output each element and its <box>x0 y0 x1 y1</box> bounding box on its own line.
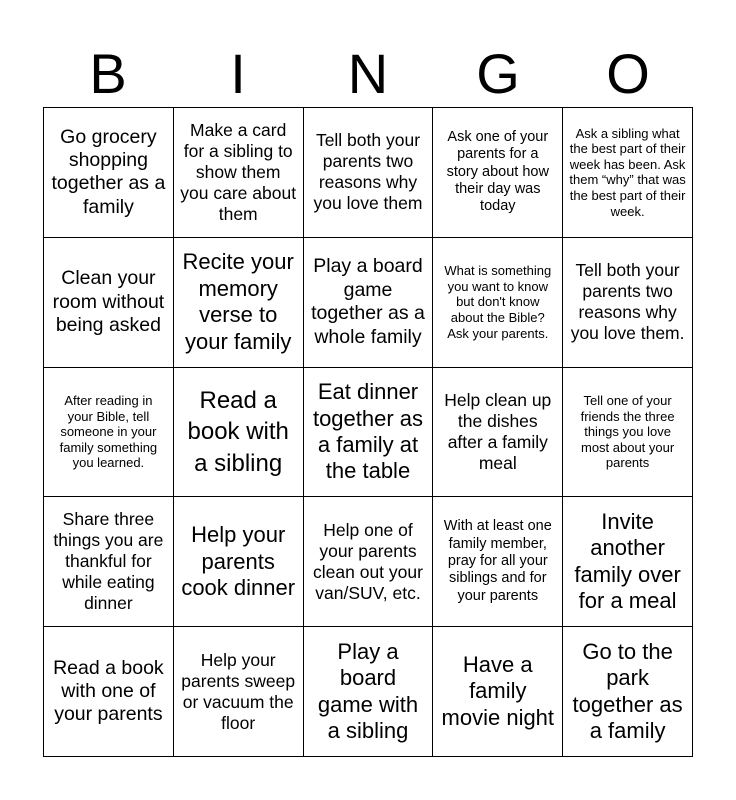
header-letter-n: N <box>347 42 389 105</box>
bingo-cell: Ask a sibling what the best part of their week has been. Ask them “why” that was the best part of their week. <box>563 108 693 238</box>
bingo-cell: Go to the park together as a family <box>563 627 693 757</box>
bingo-cell: Recite your memory verse to your family <box>174 238 304 368</box>
header-letter-i: I <box>230 42 246 105</box>
bingo-cell: Clean your room without being asked <box>44 238 174 368</box>
bingo-cell: Ask one of your parents for a story about how their day was today <box>433 108 563 238</box>
header-letter-g: G <box>476 42 520 105</box>
bingo-cell: Tell both your parents two reasons why you love them <box>304 108 434 238</box>
bingo-cell: Eat dinner together as a family at the table <box>304 368 434 498</box>
bingo-cell: Invite another family over for a meal <box>563 497 693 627</box>
header-letter-o: O <box>606 42 650 105</box>
bingo-cell: Help clean up the dishes after a family meal <box>433 368 563 498</box>
bingo-cell: Tell both your parents two reasons why you love them. <box>563 238 693 368</box>
bingo-cell: Have a family movie night <box>433 627 563 757</box>
bingo-grid <box>43 107 693 757</box>
bingo-cell: Help your parents cook dinner <box>174 497 304 627</box>
bingo-cell: Read a book with a sibling <box>174 368 304 498</box>
bingo-cell: Help one of your parents clean out your van/SUV, etc. <box>304 497 434 627</box>
bingo-header <box>43 40 693 108</box>
bingo-cell: Read a book with one of your parents <box>44 627 174 757</box>
bingo-cell: Make a card for a sibling to show them you care about them <box>174 108 304 238</box>
bingo-cell: What is something you want to know but don't know about the Bible? Ask your parents. <box>433 238 563 368</box>
bingo-cell: With at least one family member, pray for all your siblings and for your parents <box>433 497 563 627</box>
bingo-cell: Tell one of your friends the three things you love most about your parents <box>563 368 693 498</box>
bingo-cell: After reading in your Bible, tell someone in your family something you learned. <box>44 368 174 498</box>
bingo-cell: Help your parents sweep or vacuum the floor <box>174 627 304 757</box>
bingo-cell: Go grocery shopping together as a family <box>44 108 174 238</box>
bingo-cell: Play a board game together as a whole family <box>304 238 434 368</box>
header-letter-b: B <box>89 42 127 105</box>
bingo-cell: Share three things you are thankful for while eating dinner <box>44 497 174 627</box>
bingo-cell: Play a board game with a sibling <box>304 627 434 757</box>
